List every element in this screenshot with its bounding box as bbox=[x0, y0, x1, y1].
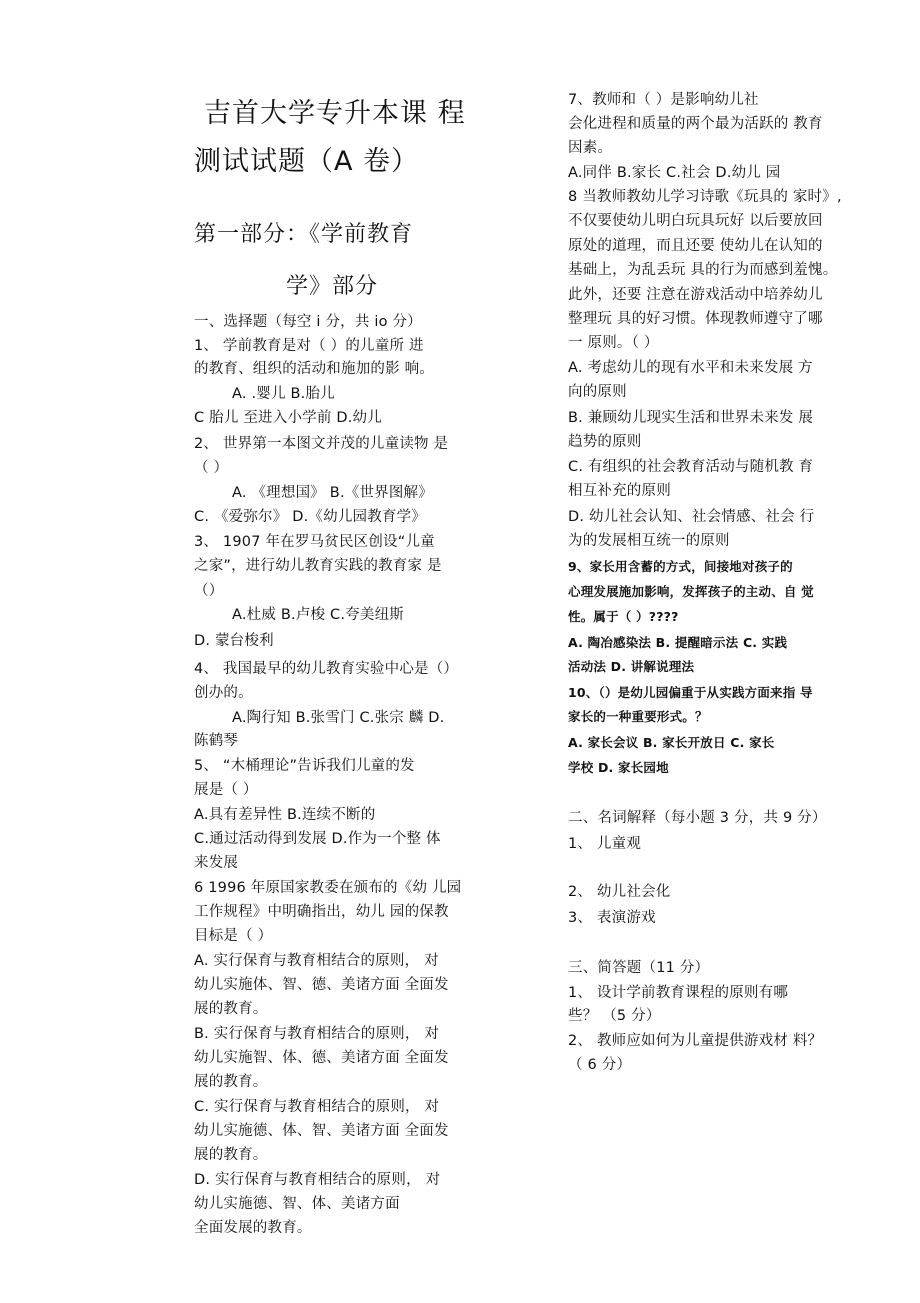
question-line: 整理玩 具的好习惯。体现教师遵守了哪 bbox=[568, 311, 823, 327]
term-item: 2、 幼儿社会化 bbox=[568, 884, 671, 900]
option-line: C. 实行保育与教育相结合的原则， 对 bbox=[194, 1099, 440, 1115]
question-line: 6 1996 年原国家教委在颁布的《幼 儿园 bbox=[194, 880, 462, 896]
option-line: 向的原则 bbox=[568, 384, 627, 400]
option-line: A.陶行知 B.张雪门 C.张宗 麟 D. bbox=[232, 710, 445, 726]
question-line: 1、 学前教育是对（ ）的儿童所 进 bbox=[194, 338, 424, 354]
option-line: 幼儿实施德、智、体、美诸方面 bbox=[194, 1196, 400, 1212]
option-line: B. 兼顾幼儿现实生活和世界未来发 展 bbox=[568, 410, 814, 426]
section-heading-choice: 一、选择题（每空 i 分，共 io 分） bbox=[194, 314, 422, 330]
option-line: 为的发展相互统一的原则 bbox=[568, 533, 730, 549]
option-line: B. 实行保育与教育相结合的原则， 对 bbox=[194, 1026, 440, 1042]
short-answer-item: （ 6 分） bbox=[568, 1057, 632, 1073]
question-line: 家长的一种重要形式。？ bbox=[568, 709, 708, 724]
question-line: 会化进程和质量的两个最为活跃的 教育 bbox=[568, 116, 823, 132]
question-line: 4、 我国最早的幼儿教育实验中心是（） bbox=[194, 661, 459, 677]
question-line: 5、 “木桶理论”告诉我们儿童的发 bbox=[194, 758, 415, 774]
question-line: 此外，还要 注意在游戏活动中培养幼儿 bbox=[568, 287, 823, 303]
question-line: 7、教师和（ ）是影响幼儿社 bbox=[568, 92, 759, 108]
short-answer-item: 2、 教师应如何为儿童提供游戏材 料？ bbox=[568, 1033, 823, 1049]
short-answer-item: 1、 设计学前教育课程的原则有哪 bbox=[568, 985, 789, 1001]
question-line: 原处的道理，而且还要 使幼儿在认知的 bbox=[568, 238, 823, 254]
option-line: A.同伴 B.家长 C.社会 D.幼儿 园 bbox=[568, 165, 781, 181]
exam-title-line1: 吉首大学专升本课 程 bbox=[204, 98, 466, 129]
term-item: 3、 表演游戏 bbox=[568, 910, 656, 926]
question-line: （ ） bbox=[194, 460, 229, 476]
option-line: 展的教育。 bbox=[194, 1147, 268, 1163]
question-line: 之家”，进行幼儿教育实践的教育家 是 bbox=[194, 558, 442, 574]
question-line: 工作规程》中明确指出，幼儿 园的保教 bbox=[194, 904, 449, 920]
question-line: 的教育、组织的活动和施加的影 响。 bbox=[194, 361, 435, 377]
exam-title-line2: 测试试题（A 卷） bbox=[194, 146, 420, 177]
option-line: A. 考虑幼儿的现有水平和未来发展 方 bbox=[568, 360, 813, 376]
question-line: （） bbox=[194, 583, 224, 599]
option-line: 展的教育。 bbox=[194, 1074, 268, 1090]
option-line: C 胎儿 至进入小学前 D.幼儿 bbox=[194, 410, 382, 426]
question-line: 10、（）是幼儿园偏重于从实践方面来指 导 bbox=[568, 685, 813, 700]
option-line: A. 《理想国》 B.《世界图解》 bbox=[232, 485, 433, 501]
question-line: 基础上，为乱丢玩 具的行为而感到羞愧。 bbox=[568, 262, 838, 278]
option-line: C. 《爱弥尔》 D.《幼儿园教育学》 bbox=[194, 509, 427, 525]
part-heading-line1: 第一部分：《学前教育 bbox=[194, 222, 414, 247]
option-line: 全面发展的教育。 bbox=[194, 1220, 312, 1236]
option-line: A. 家长会议 B. 家长开放日 C. 家长 bbox=[568, 735, 775, 750]
part-heading-line2: 学》部分 bbox=[286, 274, 379, 299]
short-answer-item: 些？ （5 分） bbox=[568, 1008, 661, 1024]
question-line: 目标是（ ） bbox=[194, 928, 273, 944]
question-line: 9、家长用含蓄的方式，间接地对孩子的 bbox=[568, 559, 793, 574]
option-line: A.杜威 B.卢梭 C.夸美纽斯 bbox=[232, 607, 404, 623]
option-line: A. 陶冶感染法 B. 提醒暗示法 C. 实践 bbox=[568, 635, 788, 650]
option-line: 相互补充的原则 bbox=[568, 483, 671, 499]
question-line: 3、 1907 年在罗马贫民区创设“儿童 bbox=[194, 534, 435, 550]
option-line: A. .婴儿 B.胎儿 bbox=[232, 386, 335, 402]
option-line: C. 有组织的社会教育活动与随机教 育 bbox=[568, 459, 814, 475]
option-line: 陈鹤琴 bbox=[194, 733, 239, 749]
question-line: 因素。 bbox=[568, 140, 613, 156]
option-line: D. 实行保育与教育相结合的原则， 对 bbox=[194, 1172, 441, 1188]
question-line: 展是（ ） bbox=[194, 782, 258, 798]
option-line: 幼儿实施智、体、德、美诸方面 全面发 bbox=[194, 1050, 449, 1066]
option-line: A.具有差异性 B.连续不断的 bbox=[194, 807, 376, 823]
question-line: 一 原则。（ ） bbox=[568, 335, 659, 351]
question-line: 2、 世界第一本图文并茂的儿童读物 是 bbox=[194, 436, 449, 452]
question-line: 8 当教师教幼儿学习诗歌《玩具的 家时》, bbox=[568, 189, 842, 205]
option-line: 学校 D. 家长园地 bbox=[568, 760, 669, 775]
section-heading-short-answer: 三、简答题（11 分） bbox=[568, 960, 710, 976]
option-line: A. 实行保育与教育相结合的原则， 对 bbox=[194, 953, 439, 969]
option-line: D. 蒙台梭利 bbox=[194, 633, 274, 649]
question-line: 心理发展施加影响，发挥孩子的主动、自 觉 bbox=[568, 584, 814, 599]
question-line: 不仅要使幼儿明白玩具玩好 以后要放回 bbox=[568, 213, 823, 229]
option-line: 幼儿实施德、体、智、美诸方面 全面发 bbox=[194, 1123, 449, 1139]
option-line: 活动法 D. 讲解说理法 bbox=[568, 659, 695, 674]
term-item: 1、 儿童观 bbox=[568, 836, 642, 852]
option-line: D. 幼儿社会认知、社会情感、社会 行 bbox=[568, 509, 815, 525]
section-heading-terms: 二、名词解释（每小题 3 分，共 9 分） bbox=[568, 810, 827, 826]
option-line: 趋势的原则 bbox=[568, 434, 642, 450]
option-line: 来发展 bbox=[194, 855, 239, 871]
question-line: 性。属于（ ）???? bbox=[568, 609, 679, 624]
option-line: C.通过活动得到发展 D.作为一个整 体 bbox=[194, 831, 441, 847]
question-line: 创办的。 bbox=[194, 685, 253, 701]
option-line: 展的教育。 bbox=[194, 1001, 268, 1017]
option-line: 幼儿实施体、智、德、美诸方面 全面发 bbox=[194, 977, 449, 993]
